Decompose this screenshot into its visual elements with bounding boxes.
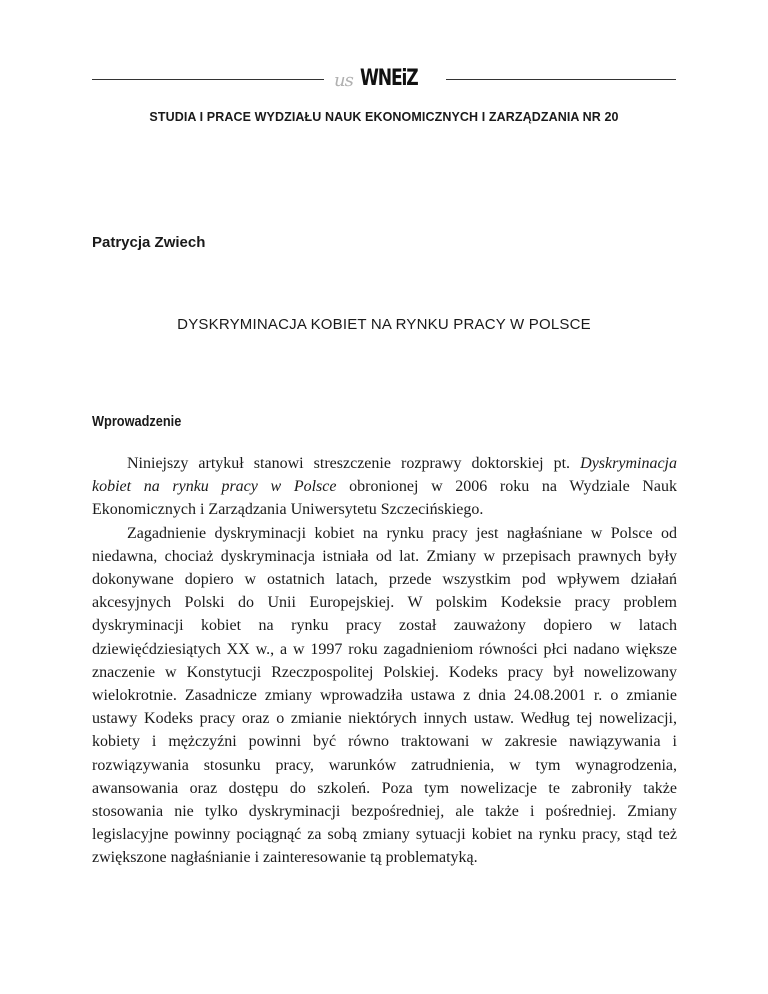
author-name: Patrycja Zwiech [92,234,206,251]
paragraph-1-italic-title: Dyskryminacja kobiet na rynku pracy w Polsce [92,455,677,496]
logo-prefix: us [334,70,353,91]
article-body [92,452,677,870]
logo-text: WNEiZ [360,66,418,91]
section-heading: Wprowadzenie [92,414,182,430]
header-rule-right [446,79,676,80]
wneiz-logo [334,62,438,96]
header-rule-left [92,79,324,80]
paragraph-2: Zagadnienie dyskryminacji kobiet na rynku pracy jest nagłaśniane w Polsce od niedawna, chociaż dyskryminacja istniała od lat. Zmiany w przepisach prawnych były dokonywane dopiero w ostatnich latach, przede wszystkim pod wpływem działań akcesyjnych Polski do Unii Europejskiej. W polskim Kodeksie pracy problem dyskryminacji kobiet na rynku pracy został zauważony dopiero w latach dziewięćdziesiątych XX w., a w 1997 roku zagadnieniom równości płci nadano większe znaczenie w Konstytucji Rzeczpospolitej Polskiej. Kodeks pracy był nowelizowany wielokrotnie. Zasadnicze zmiany wprowadziła ustawa z dnia 24.08.2001 r. o zmianie ustawy Kodeks pracy oraz o zmianie niektórych innych ustaw. Według tej nowelizacji, kobiety i mężczyźni powinni być równo traktowani w zakresie nawiązywania i rozwiązywania stosunku pracy, warunków zatrudnienia, w tym wynagrodzenia, awansowania oraz dostępu do szkoleń. Poza tym nowelizacje te zabroniły także stosowania nie tylko dyskryminacji bezpośredniej, ale także i pośredniej. Zmiany legislacyjne powinny pociągnąć za sobą zmiany sytuacji kobiet na rynku pracy, stąd też zwiększone nagłaśnianie i zainteresowanie tą problematyką. [92,524,677,867]
paragraph-1-text-end: obronionej w 2006 roku na Wydziale Nauk Ekonomicznych i Zarządzania Uniwersytetu Szczecińskiego. [92,478,677,519]
paragraph-1 [92,452,677,522]
paragraph-1-text-start: Niniejszy artykuł stanowi streszczenie rozprawy doktorskiej pt. [127,455,581,472]
article-title: DYSKRYMINACJA KOBIET NA RYNKU PRACY W POLSCE [177,316,591,333]
series-title: STUDIA I PRACE WYDZIAŁU NAUK EKONOMICZNYCH I ZARZĄDZANIA NR 20 [149,110,619,124]
